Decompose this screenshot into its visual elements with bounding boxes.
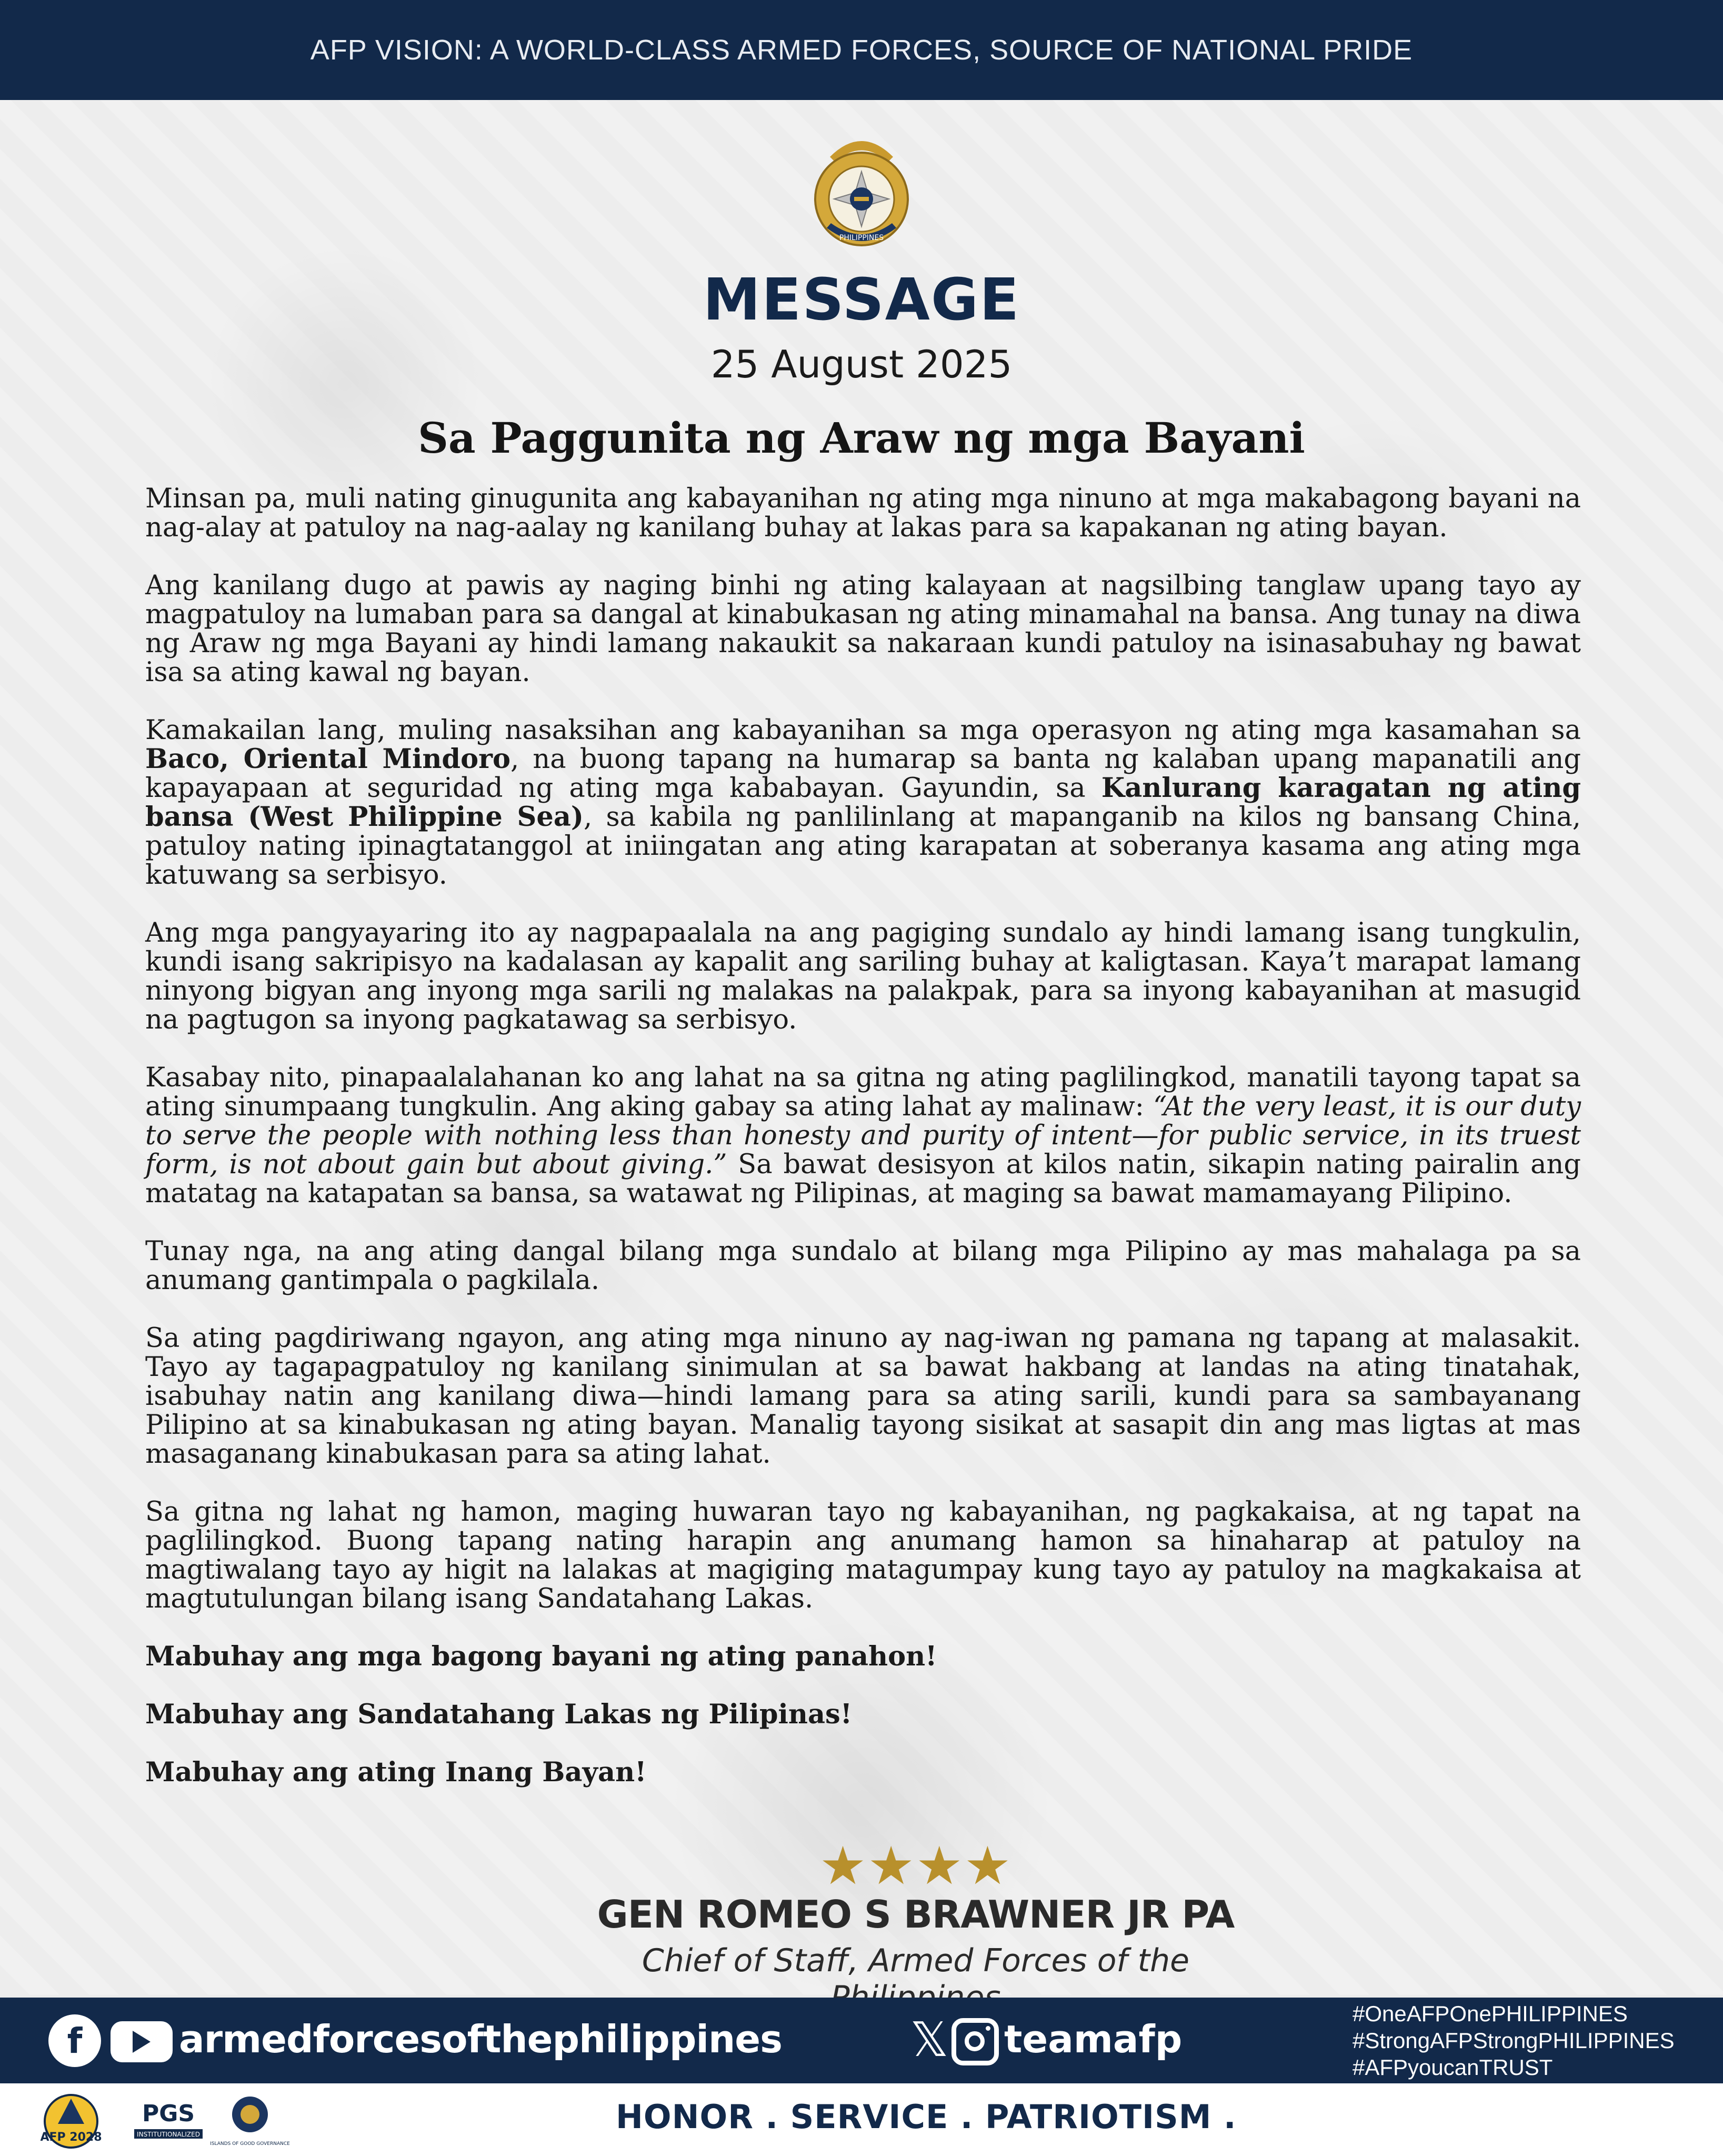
paragraph-7: Sa ating pagdiriwang ngayon, ang ating mga ninuno ay nag-iwan ng pamana ng tapang at malasakit. Tayo ay tagapagpatuloy ng kanilang sinimulan at sa bawat hakbang at landas na ating tinatahak, isabuhay natin ang kanilang diwa—hindi lamang para sa ating sarili, kundi para sa sambayanang Pilipino at sa kinabukasan ng ating bayan. Manalig tayong sisikat at sasapit din ang mas ligtas at mas masaganang kinabukasan para sa ating lahat. bbox=[145, 1323, 1581, 1470]
signatory-position: Chief of Staff, Armed Forces of the bbox=[642, 1942, 1190, 1979]
afp-emblem-icon bbox=[809, 120, 914, 257]
hashtag: #OneAFPOnePHILIPPINES bbox=[1353, 2001, 1628, 2026]
paragraph-6: Tunay nga, na ang ating dangal bilang mga sundalo at bilang mga Pilipino ay mas mahalaga pa sa anumang gantimpala o pagkilala. bbox=[145, 1236, 1581, 1296]
islands-of-good-governance-logo-icon bbox=[210, 2092, 290, 2150]
location-wps: Kanlurang karagatan ng ating bansa (West Philippine Sea) bbox=[145, 772, 1581, 833]
page-heading: MESSAGE bbox=[703, 266, 1020, 333]
pgs-logo-icon bbox=[124, 2092, 213, 2150]
svg-text:ISLANDS OF GOOD GOVERNANCE: ISLANDS OF GOOD GOVERNANCE bbox=[210, 2141, 290, 2147]
message-title: Sa Paggunita ng Araw ng mga Bayani bbox=[418, 413, 1305, 463]
paragraph-4: Ang mga pangyayaring ito ay nagpapaalala na ang pagiging sundalo ay hindi lamang isang tungkulin, kundi isang sakripisyo na kadalasan ay kapalit ang sariling buhay at kaligtasan. Kaya’t marapat lamang ninyong bigyan ang inyong mga sarili ng malakas na palakpak, para sa inyong kabayanihan at masugid na pagtugon sa inyong pagkatawag sa serbisyo. bbox=[145, 917, 1581, 1035]
svg-text:PGS: PGS bbox=[142, 2100, 195, 2127]
secondary-handle[interactable]: teamafp bbox=[1004, 2017, 1183, 2061]
closing-line-3: Mabuhay ang ating Inang Bayan! bbox=[145, 1756, 647, 1788]
message-body bbox=[145, 484, 1581, 1816]
location-baco: Baco, Oriental Mindoro bbox=[145, 743, 510, 775]
paragraph-3: Kamakailan lang, muling nasaksihan ang kabayanihan sa mga operasyon ng ating mga kasamahan sa Baco, Oriental Mindoro, na buong tapang na humarap sa banta ng kalaban upang mapanatili ang kapayapaan at seguridad ng ating mga kababayan. Gayundin, sa Kanlurang karagatan ng ating bansa (West Philippine Sea), sa kabila ng panlilinlang at mapanganib na kilos ng bansang China, patuloy nating ipinagtatanggol at iniingatan ang ating karapatan at soberanya kasama ang ating mga katuwang sa serbisyo. bbox=[145, 715, 1581, 891]
emblem-label: PHILIPPINES bbox=[839, 234, 884, 242]
x-icon[interactable]: 𝕏 bbox=[910, 2012, 949, 2068]
general-stars-icon: ★★★★ bbox=[819, 1835, 1013, 1897]
paragraph-1: Minsan pa, muli nating ginugunita ang kabayanihan ng ating mga ninuno at mga makabagong bayani na nag-alay at patuloy na nag-aalay ng kanilang buhay at lakas para sa kapakanan ng ating bayan. bbox=[145, 483, 1581, 543]
message-date: 25 August 2025 bbox=[710, 342, 1013, 386]
signatory-name: GEN ROMEO S BRAWNER JR PA bbox=[597, 1892, 1235, 1937]
facebook-icon[interactable]: f bbox=[48, 2014, 101, 2067]
primary-handle[interactable]: armedforcesofthephilippines bbox=[179, 2017, 782, 2061]
closing-line-2: Mabuhay ang Sandatahang Lakas ng Pilipinas! bbox=[145, 1699, 853, 1730]
instagram-icon[interactable] bbox=[951, 2018, 999, 2065]
vision-text: AFP VISION: A WORLD-CLASS ARMED FORCES, SOURCE OF NATIONAL PRIDE bbox=[310, 34, 1413, 66]
paragraph-8: Sa gitna ng lahat ng hamon, maging huwaran tayo ng kabayanihan, ng pagkakaisa, at ng tapat na paglilingkod. Buong tapang nating harapin ang anumang hamon sa hinaharap at patuloy na magtiwalang tayo ay higit na lalakas at magiging matagumpay kung tayo ay patuloy na magkakaisa at magtutulungan bilang isang Sandatahang Lakas. bbox=[145, 1496, 1581, 1614]
afp-2028-logo-icon bbox=[42, 2092, 100, 2150]
paragraph-2: Ang kanilang dugo at pawis ay naging binhi ng ating kalayaan at nagsilbing tanglaw upang tayo ay magpatuloy na lumaban para sa dangal at kinabukasan ng ating minamahal na bansa. Ang tunay na diwa ng Araw ng mga Bayani ay hindi lamang nakaukit sa nakaraan kundi patuloy na isinasabuhay ng bawat isa sa ating kawal ng bayan. bbox=[145, 570, 1581, 688]
youtube-icon[interactable] bbox=[111, 2021, 173, 2062]
svg-text:INSTITUTIONALIZED: INSTITUTIONALIZED bbox=[137, 2131, 200, 2138]
closing-line-1: Mabuhay ang mga bagong bayani ng ating panahon! bbox=[145, 1641, 937, 1672]
hashtag: #StrongAFPStrongPHILIPPINES bbox=[1353, 2028, 1675, 2053]
paragraph-5: Kasabay nito, pinapaalalahanan ko ang lahat na sa gitna ng ating paglilingkod, manatili tayong tapat sa ating sinumpaang tungkulin. Ang aking gabay sa ating lahat ay malinaw: “At the very least, it is our duty to serve the people with nothing less than honesty and purity of intent—for public service, in its truest form, is not about gain but about giving.” Sa bawat desisyon at kilos natin, sikapin nating pairalin ang matatag na katapatan sa bansa, sa watawat ng Pilipinas, at maging sa bawat mamamayang Pilipino. bbox=[145, 1062, 1581, 1209]
footer-motto: HONOR . SERVICE . PATRIOTISM . bbox=[616, 2098, 1237, 2136]
vision-banner bbox=[0, 0, 1723, 100]
guiding-quote: “At the very least, it is our duty to serve the people with nothing less than honesty and purity of intent—for public service, in its truest form, is not about gain but about giving.” bbox=[145, 1091, 1581, 1180]
hashtag: #AFPyoucanTRUST bbox=[1353, 2055, 1553, 2080]
hashtag-list bbox=[1353, 2000, 1675, 2081]
svg-text:AFP 2028: AFP 2028 bbox=[40, 2131, 102, 2144]
